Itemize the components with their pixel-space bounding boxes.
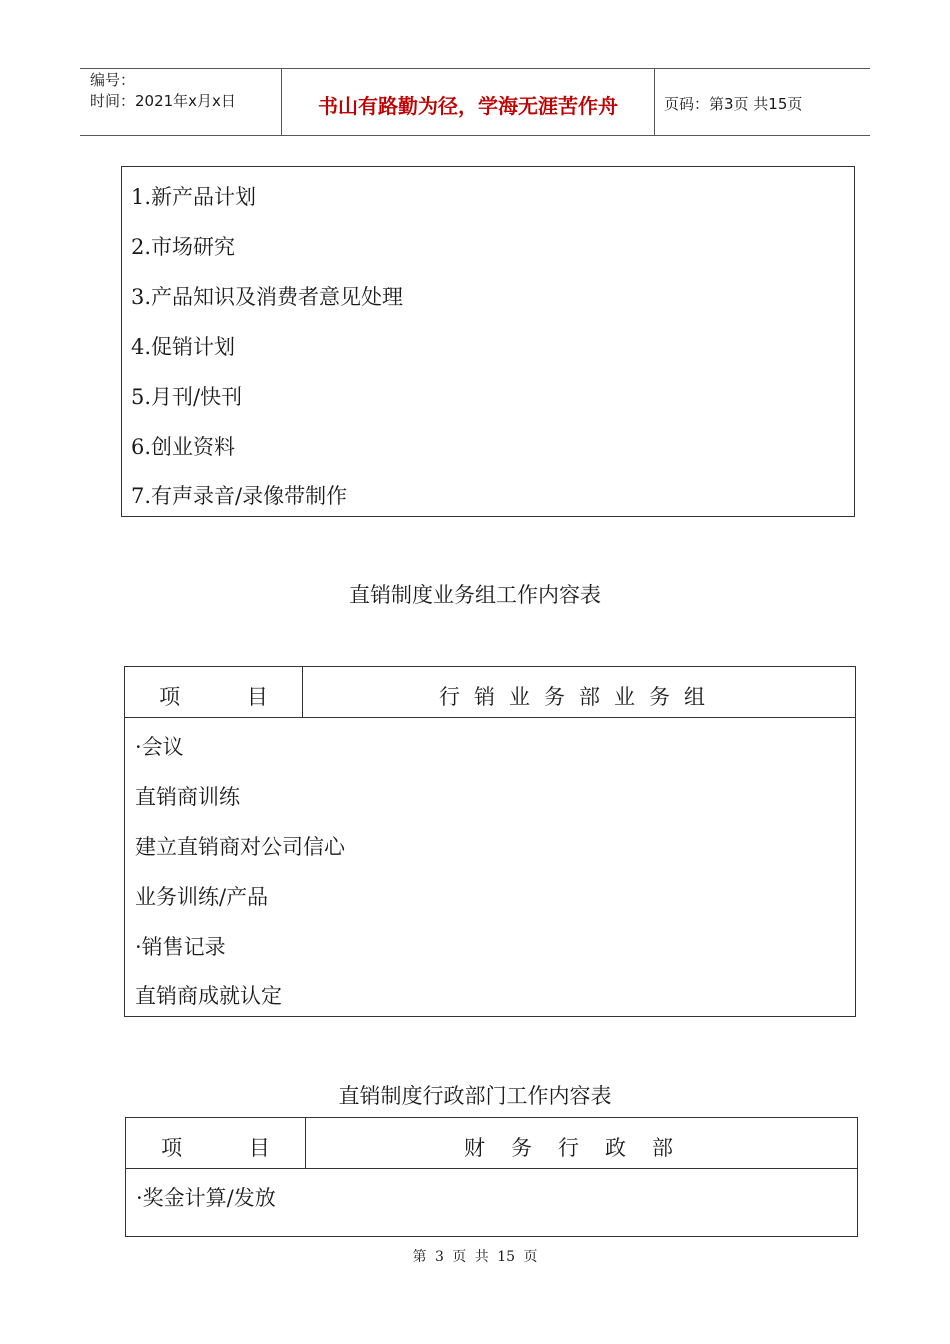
header-motto: 书山有路勤为径，学海无涯苦作舟	[318, 94, 618, 118]
table2-col1-header: 项 目	[161, 1136, 270, 1160]
table-row: 直销商训练	[135, 785, 240, 809]
table1-col1-header: 项 目	[159, 685, 268, 709]
header-bottom-rule	[80, 135, 870, 136]
table-row: ·会议	[135, 735, 184, 759]
header-page-number: 页码：第3页 共15页	[664, 95, 803, 113]
list-item: 1.新产品计划	[131, 185, 257, 209]
list-item: 3.产品知识及消费者意见处理	[131, 285, 404, 309]
table1	[124, 666, 856, 1017]
list-box	[121, 166, 855, 517]
document-number: 编号：	[90, 71, 136, 89]
header-top-rule	[80, 68, 870, 69]
table2-col2-header: 财务行政部	[464, 1136, 699, 1160]
document-date: 时间：2021年x月x日	[90, 92, 236, 110]
list-item: 4.促销计划	[131, 335, 236, 359]
list-item: 5.月刊/快刊	[131, 385, 243, 409]
table-row: 业务训练/产品	[135, 885, 269, 909]
table-row: 直销商成就认定	[135, 984, 282, 1008]
table1-header-rule	[125, 717, 855, 718]
header-meta	[90, 70, 236, 112]
table-row: 建立直销商对公司信心	[135, 835, 345, 859]
header-divider-right	[654, 68, 655, 136]
list-item: 6.创业资料	[131, 435, 236, 459]
list-item: 7.有声录音/录像带制作	[131, 484, 348, 508]
page-footer: 第 3 页 共 15 页	[412, 1249, 538, 1265]
table-row: ·销售记录	[135, 935, 226, 959]
table2-title: 直销制度行政部门工作内容表	[338, 1084, 612, 1108]
table2-header-rule	[126, 1168, 857, 1169]
table-row: ·奖金计算/发放	[136, 1186, 276, 1210]
list-item: 2.市场研究	[131, 235, 236, 259]
table1-col2-header: 行销业务部业务组	[439, 685, 719, 709]
table2	[125, 1117, 858, 1237]
table1-title: 直销制度业务组工作内容表	[349, 583, 601, 607]
